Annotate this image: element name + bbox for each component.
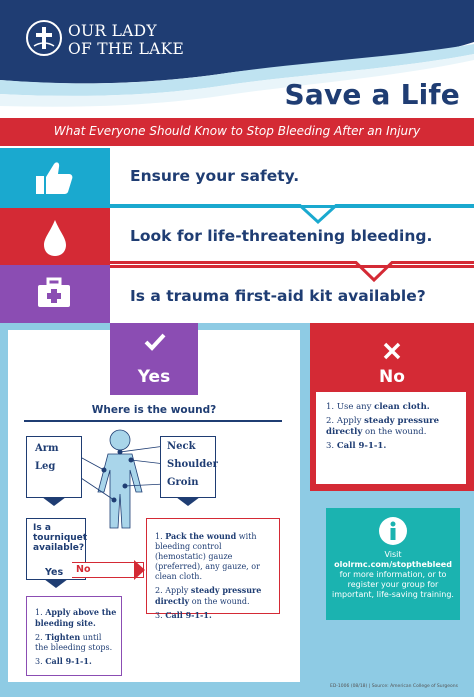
tourniquet-no: No [76,564,91,575]
pack-wound-box [146,518,280,620]
yes-label: Yes [137,367,171,387]
step-3-text: Is a trauma first-aid kit available? [130,287,426,305]
step-1 [0,148,474,208]
no-header [346,330,438,392]
footer: ED-1006 (08/18) | Source: American College of Surgeons [330,684,458,689]
step-connectors [0,200,474,330]
info-icon [378,516,408,550]
label-neck: Neck [167,441,196,452]
yes-header [110,323,198,395]
label-shoulder: Shoulder [167,459,218,470]
checkmark-icon [144,333,166,355]
step-1-text: Ensure your safety. [130,167,300,185]
tourniquet-step-2: 2. Tighten until the bleeding stops. [35,632,113,652]
info-text [330,550,456,600]
tourniquet-yes: Yes [45,567,64,578]
pack-step-1: 1. Pack the wound with bleeding control (hemostatic) gauze (preferred), any gauze, or clean cloth. [155,531,260,581]
step-1-icon-box [0,148,110,208]
neck-arrow-icon [176,497,200,506]
info-details: for more information, or to register your group for important, life-saving training. [332,570,454,599]
pack-step-3: 3. Call 9-1-1. [155,610,212,620]
arm-leg-arrow-icon [42,497,66,506]
footer-code: ED-1006 (08/18) [330,684,368,689]
org-line-1: OUR LADY [68,22,157,40]
no-step-1: 1. Use any clean cloth. [326,402,430,412]
tourniquet-step-1: 1. Apply above the bleeding site. [35,607,117,628]
arm-leg-box [26,436,82,498]
tourniquet-steps [27,597,121,667]
thumbs-up-icon [34,160,74,200]
info-visit: Visit [384,550,402,559]
no-step-3: 3. Call 9-1-1. [326,441,387,451]
tourniquet-question: Is a tourniquet available? [33,523,88,553]
tourniquet-steps-box [26,596,122,676]
header [0,0,474,120]
step-2-text: Look for life-threatening bleeding. [130,227,433,245]
page-title: Save a Life [284,78,460,111]
label-groin: Groin [167,477,199,488]
pack-step-2: 2. Apply steady pressure directly on the wound. [155,585,262,606]
tourniquet-step-3: 3. Call 9-1-1. [35,656,92,666]
x-icon [383,342,401,364]
no-arrow-tip-icon [134,560,145,580]
tourniquet-yes-arrow-icon [44,579,68,588]
no-label: No [379,367,405,387]
neck-shoulder-groin-box [160,436,216,498]
page-subtitle: What Everyone Should Know to Stop Bleeding After an Injury [53,124,421,138]
org-line-2: OF THE LAKE [68,40,185,58]
label-arm: Arm [35,443,59,454]
footer-source: Source: American College of Surgeons [371,684,458,689]
pack-wound-steps [147,519,279,621]
info-url[interactable]: ololrmc.com/stopthebleed [334,560,452,569]
label-leg: Leg [35,461,56,472]
no-steps-list [316,392,466,452]
wound-question: Where is the wound? [91,404,217,416]
no-panel-content [316,392,466,484]
logo-icon [26,20,62,56]
info-box [326,508,460,620]
org-name [68,22,184,58]
no-step-2: 2. Apply steady pressure directly on the wound. [326,416,440,437]
